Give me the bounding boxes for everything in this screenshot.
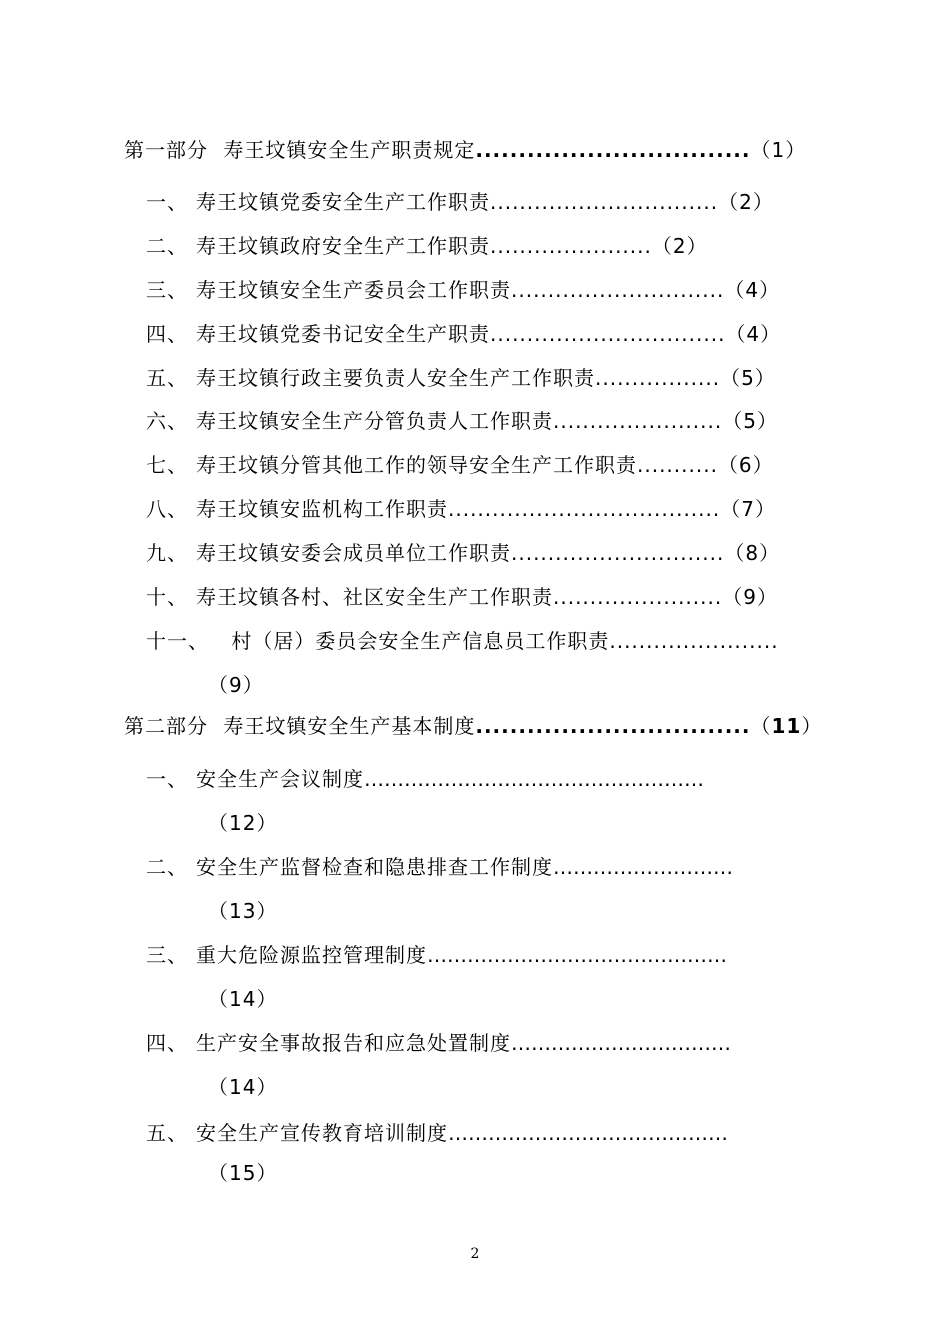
toc-leader: ....................... [553, 585, 723, 609]
toc-entry-number: 五、 [146, 366, 188, 390]
toc-entry-title: 寿王坟镇安委会成员单位工作职责 [196, 541, 511, 565]
part-title: 寿王坟镇安全生产基本制度 [223, 714, 476, 738]
toc-leader: ……………………… [553, 855, 733, 879]
toc-entry-number: 五、 [146, 1121, 188, 1145]
toc-entry[interactable] [146, 1120, 728, 1146]
toc-entry-title: 寿王坟镇党委书记安全生产职责 [196, 322, 490, 346]
toc-page-ref: （2） [718, 190, 774, 214]
toc-leader: ....................... [553, 409, 723, 433]
toc-leader: …………………………………………… [364, 767, 704, 791]
part-title: 寿王坟镇安全生产职责规定 [223, 138, 476, 162]
toc-page-ref[interactable]: （14） [208, 987, 278, 1011]
toc-page-ref: （4） [724, 278, 781, 302]
toc-leader: …………………………………… [448, 1121, 728, 1145]
toc-entry[interactable] [146, 408, 778, 434]
toc-page-ref: （8） [724, 541, 781, 565]
toc-leader: ................................ [475, 714, 751, 738]
toc-entry-title: 寿王坟镇党委安全生产工作职责 [196, 190, 490, 214]
toc-entry[interactable] [146, 628, 779, 654]
toc-entry-number: 九、 [146, 541, 188, 565]
toc-entry-title: 寿王坟镇行政主要负责人安全生产工作职责 [196, 366, 595, 390]
toc-entry-title: 寿王坟镇安监机构工作职责 [196, 497, 448, 521]
toc-entry-number: 一、 [146, 190, 188, 214]
toc-entry-number: 三、 [146, 943, 188, 967]
toc-entry[interactable] [146, 854, 733, 880]
toc-entry[interactable] [146, 496, 776, 522]
toc-entry-number: 八、 [146, 497, 188, 521]
toc-entry-number: 四、 [146, 1031, 188, 1055]
toc-entry[interactable] [146, 942, 727, 968]
toc-part2-heading[interactable] [124, 713, 822, 739]
toc-entry[interactable] [146, 321, 781, 347]
toc-entry-number: 七、 [146, 453, 188, 477]
toc-entry-number: 四、 [146, 322, 188, 346]
toc-entry[interactable] [146, 233, 708, 259]
toc-page-ref[interactable]: （14） [208, 1075, 278, 1099]
toc-page-ref: （4） [725, 322, 782, 346]
toc-leader: ...................... [490, 234, 652, 258]
part-label: 第一部分 [124, 138, 208, 162]
toc-entry-title: 寿王坟镇政府安全生产工作职责 [196, 234, 490, 258]
toc-entry-number: 一、 [146, 767, 188, 791]
toc-page-ref: （5） [722, 409, 778, 433]
toc-entry[interactable] [146, 365, 776, 391]
toc-page-ref[interactable]: （12） [208, 811, 278, 835]
toc-entry-number: 十、 [146, 585, 188, 609]
toc-entry[interactable] [146, 189, 774, 215]
toc-page-ref[interactable]: （13） [208, 899, 278, 923]
toc-page-ref: （2） [651, 234, 708, 258]
toc-entry[interactable] [146, 277, 780, 303]
toc-leader: ..................................... [448, 497, 721, 521]
toc-leader: ................................ [475, 138, 751, 162]
toc-entry-number: 十一、 [146, 629, 209, 653]
toc-entry-title: 村（居）委员会安全生产信息员工作职责 [224, 629, 610, 653]
toc-leader: ……………………………………… [427, 943, 727, 967]
toc-page-ref: （1） [750, 138, 807, 162]
toc-page-ref: （7） [720, 497, 776, 521]
toc-entry-title: 安全生产宣传教育培训制度 [196, 1121, 448, 1145]
toc-entry-title: 重大危险源监控管理制度 [196, 943, 427, 967]
toc-entry[interactable] [146, 766, 704, 792]
toc-leader: ................. [595, 366, 721, 390]
toc-leader: ................................ [490, 322, 726, 346]
toc-part1-heading[interactable] [124, 137, 806, 163]
page-number: 2 [470, 1246, 480, 1262]
toc-page-ref: （6） [717, 453, 774, 477]
toc-entry-title: 寿王坟镇安全生产分管负责人工作职责 [196, 409, 553, 433]
part-label: 第二部分 [124, 714, 208, 738]
toc-leader: ............................... [490, 190, 719, 214]
toc-entry[interactable] [146, 584, 778, 610]
toc-entry-title: 寿王坟镇安全生产委员会工作职责 [196, 278, 511, 302]
toc-entry-title: 安全生产会议制度 [196, 767, 364, 791]
toc-entry-number: 三、 [146, 278, 188, 302]
toc-entry[interactable] [146, 1030, 731, 1056]
toc-entry-number: 二、 [146, 855, 188, 879]
toc-entry-title: 安全生产监督检查和隐患排查工作制度 [196, 855, 553, 879]
toc-page-ref[interactable]: （9） [208, 673, 264, 697]
toc-entry-title: 寿王坟镇分管其他工作的领导安全生产工作职责 [196, 453, 637, 477]
toc-entry-number: 二、 [146, 234, 188, 258]
toc-entry-title: 生产安全事故报告和应急处置制度 [196, 1031, 511, 1055]
toc-leader: …………………………… [511, 1031, 731, 1055]
toc-page-ref: （5） [720, 366, 776, 390]
toc-entry-number: 六、 [146, 409, 188, 433]
toc-page-ref-open: （ [750, 714, 772, 738]
toc-leader: ....................... [609, 629, 779, 653]
toc-page-ref[interactable]: （15） [208, 1161, 278, 1185]
toc-entry-title: 寿王坟镇各村、社区安全生产工作职责 [196, 585, 553, 609]
toc-page-ref: （9） [722, 585, 778, 609]
toc-page-ref-close: ） [801, 714, 823, 738]
toc-entry[interactable] [146, 452, 774, 478]
toc-leader: ........... [637, 453, 718, 477]
toc-leader: ............................. [511, 541, 725, 565]
toc-page-ref: 11 [771, 714, 802, 738]
toc-leader: ............................. [511, 278, 725, 302]
toc-entry[interactable] [146, 540, 780, 566]
